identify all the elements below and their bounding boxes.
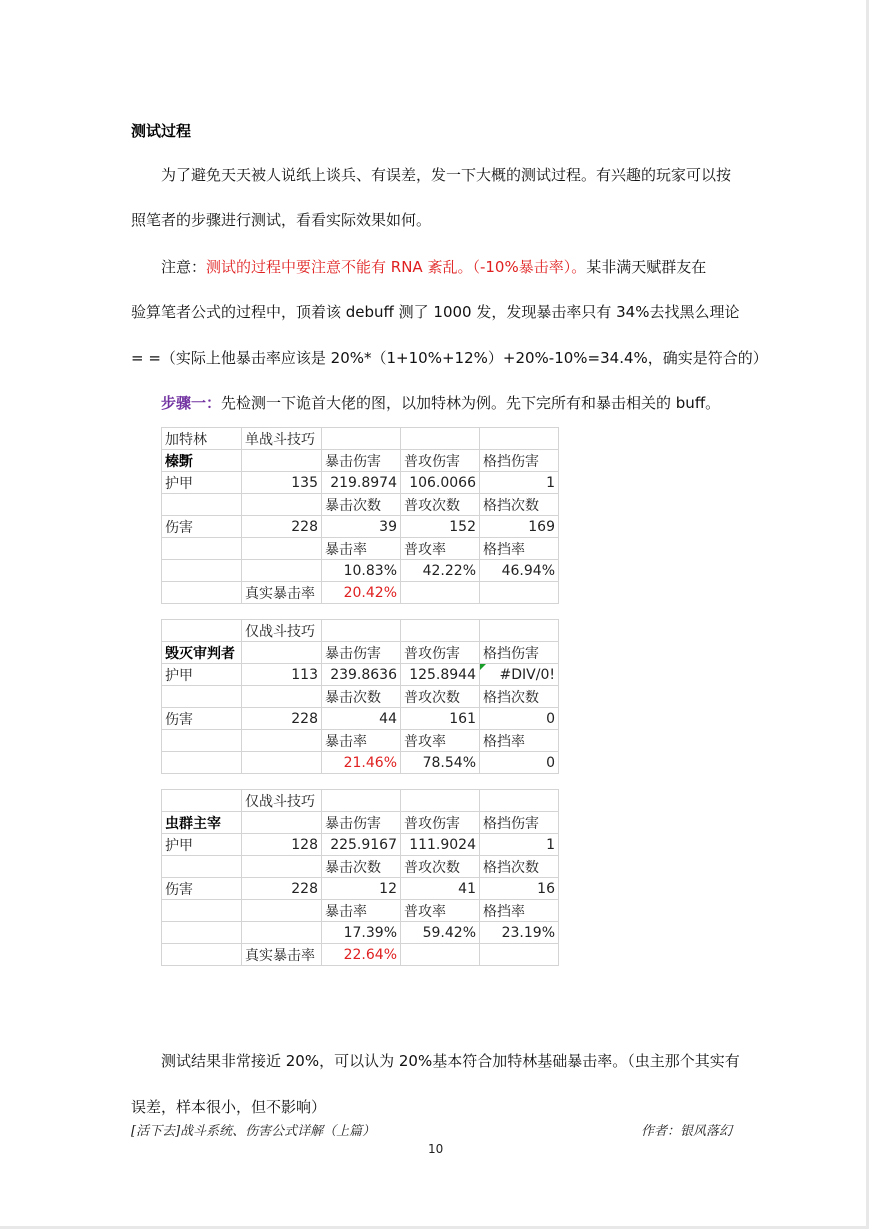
sheet-row — [162, 472, 559, 494]
cell — [322, 620, 401, 642]
cell: 59.42% — [401, 922, 480, 944]
cell: 普攻次数 — [401, 856, 480, 878]
cell — [242, 560, 322, 582]
cell — [162, 582, 242, 604]
intro-line-2: 照笔者的步骤进行测试，看看实际效果如何。 — [131, 211, 432, 229]
cell: 1 — [480, 472, 559, 494]
cell — [242, 922, 322, 944]
cell — [162, 620, 242, 642]
cell: 暴击率 — [322, 730, 401, 752]
cell — [242, 450, 322, 472]
cell: 0 — [480, 752, 559, 774]
step1-line — [161, 392, 720, 413]
cell: 格挡次数 — [480, 686, 559, 708]
sheet-row — [162, 686, 559, 708]
intro-line-1: 为了避免天天被人说纸上谈兵、有误差，发一下大概的测试过程。有兴趣的玩家可以按 — [161, 166, 732, 184]
cell: 23.19% — [480, 922, 559, 944]
cell: 228 — [242, 708, 322, 730]
cell: 暴击伤害 — [322, 642, 401, 664]
cell — [480, 790, 559, 812]
cell — [242, 686, 322, 708]
sheet-row — [162, 856, 559, 878]
cell: 普攻次数 — [401, 494, 480, 516]
cell — [242, 604, 322, 620]
cell: 加特林 — [162, 428, 242, 450]
step1-label: 步骤一： — [161, 394, 222, 412]
sheet-row — [162, 708, 559, 730]
sheet-row — [162, 900, 559, 922]
cell: 135 — [242, 472, 322, 494]
cell — [322, 790, 401, 812]
cell: 普攻率 — [401, 730, 480, 752]
cell: 普攻率 — [401, 900, 480, 922]
true-crit-rate-cell: 20.42% — [322, 582, 401, 604]
cell: 16 — [480, 878, 559, 900]
cell — [242, 812, 322, 834]
cell: 152 — [401, 516, 480, 538]
sheet-row — [162, 922, 559, 944]
cell — [162, 494, 242, 516]
cell: 169 — [480, 516, 559, 538]
cell — [480, 944, 559, 966]
conclusion-line-2: 误差，样本很小，但不影响） — [131, 1098, 327, 1116]
cell: 普攻次数 — [401, 686, 480, 708]
cell: 41 — [401, 878, 480, 900]
note-line-2: 验算笔者公式的过程中，顶着该 debuff 测了 1000 发，发现暴击率只有 34%去找黑么理论 — [131, 303, 740, 321]
page-number: 10 — [428, 1142, 444, 1156]
cell: 格挡次数 — [480, 494, 559, 516]
cell: 39 — [322, 516, 401, 538]
error-indicator-icon — [480, 664, 486, 670]
cell: 毁灭审判者 — [162, 642, 242, 664]
cell — [401, 944, 480, 966]
cell — [480, 582, 559, 604]
cell — [242, 774, 322, 790]
cell: 普攻伤害 — [401, 812, 480, 834]
cell-text: #DIV/0! — [499, 666, 555, 683]
sheet-row — [162, 560, 559, 582]
sheet-row — [162, 752, 559, 774]
note-warning: 测试的过程中要注意不能有 RNA 紊乱。（-10%暴击率）。 — [206, 258, 587, 276]
cell — [401, 604, 480, 620]
cell: 普攻率 — [401, 538, 480, 560]
cell: 格挡率 — [480, 538, 559, 560]
cell: 239.8636 — [322, 664, 401, 686]
sheet-row — [162, 944, 559, 966]
sheet-row — [162, 878, 559, 900]
cell — [242, 642, 322, 664]
cell — [322, 774, 401, 790]
cell — [162, 538, 242, 560]
cell: 1 — [480, 834, 559, 856]
cell — [162, 922, 242, 944]
cell: 仅战斗技巧 — [242, 620, 322, 642]
cell — [480, 620, 559, 642]
cell — [162, 752, 242, 774]
cell: 10.83% — [322, 560, 401, 582]
cell — [162, 856, 242, 878]
cell — [401, 790, 480, 812]
cell: 111.9024 — [401, 834, 480, 856]
cell: 仅战斗技巧 — [242, 790, 322, 812]
cell — [242, 494, 322, 516]
cell — [242, 856, 322, 878]
sheet-gap-row — [162, 774, 559, 790]
sheet-row — [162, 582, 559, 604]
cell — [480, 604, 559, 620]
cell — [401, 428, 480, 450]
cell — [480, 774, 559, 790]
cell: 格挡伤害 — [480, 450, 559, 472]
cell: 161 — [401, 708, 480, 730]
sheet-row — [162, 538, 559, 560]
cell: 格挡次数 — [480, 856, 559, 878]
cell: 106.0066 — [401, 472, 480, 494]
cell: 伤害 — [162, 708, 242, 730]
cell: 伤害 — [162, 878, 242, 900]
cell: 榛斲 — [162, 450, 242, 472]
cell: 228 — [242, 516, 322, 538]
sheet-row — [162, 834, 559, 856]
sheet-row — [162, 620, 559, 642]
step1-text: 先检测一下诡首大佬的图，以加特林为例。先下完所有和暴击相关的 buff。 — [221, 394, 721, 412]
cell — [401, 582, 480, 604]
cell: 真实暴击率 — [242, 582, 322, 604]
cell: 128 — [242, 834, 322, 856]
true-crit-rate-cell: 22.64% — [322, 944, 401, 966]
error-cell — [480, 664, 559, 686]
cell: 伤害 — [162, 516, 242, 538]
cell — [162, 900, 242, 922]
sheet-row — [162, 450, 559, 472]
cell: 42.22% — [401, 560, 480, 582]
note-suffix: 某非满天赋群友在 — [586, 258, 707, 276]
cell — [322, 428, 401, 450]
cell: 格挡率 — [480, 730, 559, 752]
cell: 46.94% — [480, 560, 559, 582]
crit-rate-cell: 21.46% — [322, 752, 401, 774]
section-heading: 测试过程 — [131, 122, 192, 140]
cell — [162, 944, 242, 966]
cell: 护甲 — [162, 472, 242, 494]
cell: 暴击伤害 — [322, 450, 401, 472]
cell: 暴击次数 — [322, 686, 401, 708]
cell — [242, 538, 322, 560]
cell: 真实暴击率 — [242, 944, 322, 966]
cell: 219.8974 — [322, 472, 401, 494]
cell: 0 — [480, 708, 559, 730]
cell: 暴击次数 — [322, 494, 401, 516]
cell — [322, 604, 401, 620]
sheet-row — [162, 812, 559, 834]
sheet-gap-row — [162, 604, 559, 620]
cell: 护甲 — [162, 834, 242, 856]
cell: 护甲 — [162, 664, 242, 686]
test-results-sheet — [161, 427, 559, 966]
sheet-row — [162, 494, 559, 516]
sheet-row — [162, 790, 559, 812]
cell: 228 — [242, 878, 322, 900]
sheet-row — [162, 664, 559, 686]
cell — [162, 730, 242, 752]
sheet-row — [162, 516, 559, 538]
cell: 格挡伤害 — [480, 642, 559, 664]
cell — [162, 686, 242, 708]
cell — [242, 730, 322, 752]
cell: 17.39% — [322, 922, 401, 944]
note-line-3: = =（实际上他暴击率应该是 20%*（1+10%+12%）+20%-10%=34.4%，确实是符合的） — [131, 349, 768, 367]
cell: 125.8944 — [401, 664, 480, 686]
sheet-row — [162, 730, 559, 752]
cell: 普攻伤害 — [401, 450, 480, 472]
cell: 单战斗技巧 — [242, 428, 322, 450]
cell — [401, 620, 480, 642]
cell — [401, 774, 480, 790]
cell: 暴击率 — [322, 538, 401, 560]
cell — [162, 774, 242, 790]
cell: 113 — [242, 664, 322, 686]
cell — [242, 900, 322, 922]
cell — [162, 560, 242, 582]
cell: 格挡率 — [480, 900, 559, 922]
footer-author: 作者：银风落幻 — [641, 1124, 733, 1139]
cell: 225.9167 — [322, 834, 401, 856]
conclusion-line-1: 测试结果非常接近 20%，可以认为 20%基本符合加特林基础暴击率。（虫主那个其实有 — [161, 1052, 740, 1070]
note-line-1 — [161, 256, 706, 277]
footer-title: [活下去]战斗系统、伤害公式详解（上篇） — [131, 1124, 376, 1139]
cell: 暴击率 — [322, 900, 401, 922]
cell: 暴击次数 — [322, 856, 401, 878]
cell: 78.54% — [401, 752, 480, 774]
cell: 格挡伤害 — [480, 812, 559, 834]
cell — [242, 752, 322, 774]
cell: 暴击伤害 — [322, 812, 401, 834]
cell: 44 — [322, 708, 401, 730]
cell — [162, 790, 242, 812]
sheet-row — [162, 428, 559, 450]
cell: 12 — [322, 878, 401, 900]
cell: 普攻伤害 — [401, 642, 480, 664]
cell: 虫群主宰 — [162, 812, 242, 834]
cell — [162, 604, 242, 620]
cell — [480, 428, 559, 450]
note-prefix: 注意： — [161, 258, 207, 276]
sheet-row — [162, 642, 559, 664]
